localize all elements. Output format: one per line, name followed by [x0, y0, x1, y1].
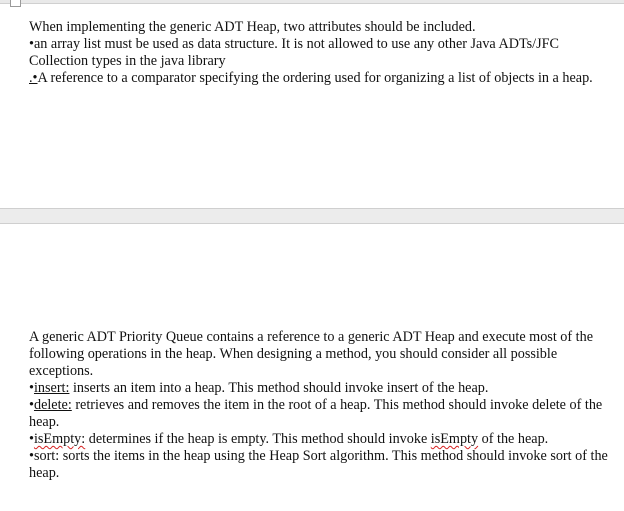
sort-description: sorts the items in the heap using the Heap Sort algorithm. This method should invoke sort of the heap. [29, 448, 608, 481]
delete-term: delete: [33, 397, 72, 413]
heap-intro-paragraph[interactable]: When implementing the generic ADT Heap, two attributes should be included. [29, 19, 476, 35]
delete-description: retrieves and removes the item in the root of a heap. This method should invoke delete of the heap. [29, 397, 603, 430]
insert-description: inserts an item into a heap. This method should invoke insert of the heap. [69, 380, 489, 396]
page-break-gap [0, 208, 624, 224]
isempty-operation-item[interactable] [29, 431, 615, 448]
insert-operation-item[interactable] [29, 380, 615, 397]
insert-term: insert: [33, 380, 70, 396]
page-top-edge [0, 0, 624, 4]
bullet-char: • [29, 448, 34, 464]
page-corner-marker [10, 0, 21, 7]
bullet-marker: .• [29, 70, 38, 86]
bullet-char: • [29, 380, 34, 396]
sort-term: sort: [33, 448, 60, 464]
delete-operation-item[interactable] [29, 397, 615, 431]
bullet-char: • [29, 397, 34, 413]
isempty-description: determines if the heap is empty. This method should invoke [85, 431, 431, 447]
sort-operation-item[interactable] [29, 448, 615, 482]
heap-attributes-section[interactable] [29, 19, 604, 87]
priority-queue-section[interactable] [29, 329, 615, 482]
isempty-term: isEmpty: [33, 431, 86, 447]
isempty-description-end: of the heap. [478, 431, 549, 447]
comparator-bullet-text: A reference to a comparator specifying the ordering used for organizing a list of objects in a heap. [37, 70, 593, 86]
priority-queue-intro-paragraph[interactable]: A generic ADT Priority Queue contains a reference to a generic ADT Heap and execute most of the following operations in the heap. When designing a method, you should consider all possible exceptions. [29, 329, 594, 379]
bullet-char: • [29, 431, 34, 447]
isempty-term-inline: isEmpty [430, 431, 479, 447]
array-list-bullet[interactable]: •an array list must be used as data structure. It is not allowed to use any other Java ADTs/JFC Collection types in the java library [29, 36, 559, 69]
comparator-bullet[interactable] [29, 70, 604, 87]
